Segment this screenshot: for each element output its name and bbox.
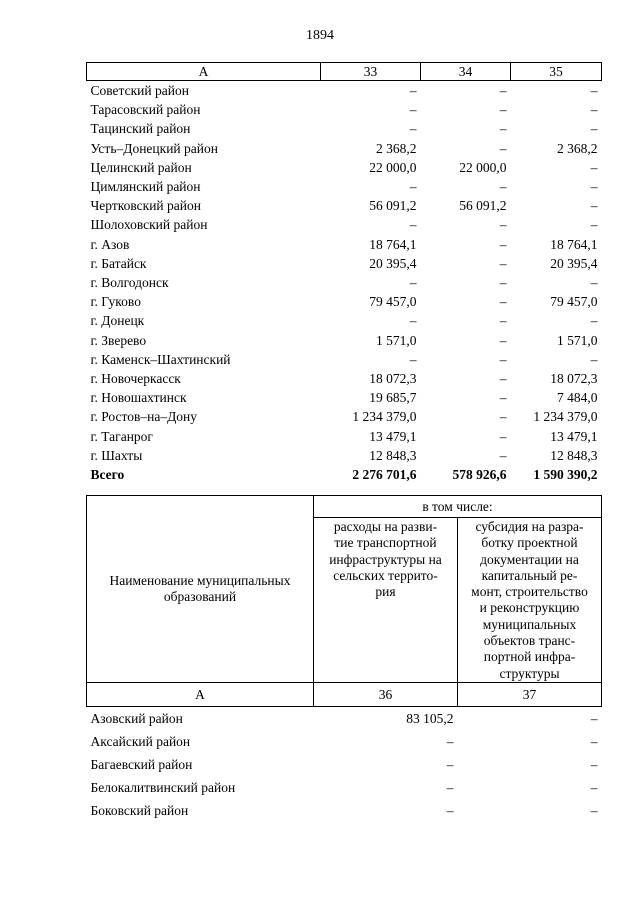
value-col-33: 18 072,3 xyxy=(369,371,417,387)
value-col-34: – xyxy=(499,217,507,233)
table-row xyxy=(87,139,602,158)
value-col-33: – xyxy=(409,102,417,118)
value-col-33: 1 234 379,0 xyxy=(352,409,417,425)
value-col-33: 1 571,0 xyxy=(376,332,417,348)
table-row xyxy=(87,196,602,215)
municipality-name: г. Новошахтинск xyxy=(90,390,187,406)
municipality-name: Белокалитвинский район xyxy=(90,779,236,795)
table-row xyxy=(87,311,602,330)
value-col-36: – xyxy=(446,779,454,795)
value-col-35: 20 395,4 xyxy=(550,255,598,271)
value-col-36: – xyxy=(446,733,454,749)
municipality-name: Тарасовский район xyxy=(90,102,201,118)
table-row xyxy=(87,254,602,273)
value-col-33: – xyxy=(409,179,417,195)
header-col-35: 35 xyxy=(511,63,602,81)
municipality-name: Целинский район xyxy=(90,159,192,175)
municipality-name: Цимлянский район xyxy=(90,179,201,195)
value-col-33: 79 457,0 xyxy=(369,294,417,310)
table-row xyxy=(87,350,602,369)
value-col-36: – xyxy=(446,756,454,772)
table-row xyxy=(87,427,602,446)
value-col-33: 19 685,7 xyxy=(369,390,417,406)
value-col-35: – xyxy=(590,217,598,233)
value-col-34: – xyxy=(499,140,507,156)
table-row xyxy=(87,119,602,138)
table-row xyxy=(87,446,602,465)
header-line: ботку проектной xyxy=(481,535,578,551)
value-col-35: – xyxy=(590,179,598,195)
value-col-34: – xyxy=(499,428,507,444)
table-row xyxy=(87,331,602,350)
value-col-35: – xyxy=(590,83,598,98)
budget-table-part2 xyxy=(86,495,602,822)
value-col-34: – xyxy=(499,102,507,118)
value-col-33: 22 000,0 xyxy=(369,159,417,175)
value-col-37: – xyxy=(590,802,598,818)
municipality-name: г. Батайск xyxy=(90,255,147,271)
total-row xyxy=(87,465,602,484)
index-col-a: А xyxy=(87,682,314,706)
value-col-34: – xyxy=(499,409,507,425)
value-col-34: – xyxy=(499,371,507,387)
header-line: портной инфра- xyxy=(483,649,576,665)
value-col-35: 18 072,3 xyxy=(550,371,598,387)
header-line: рия xyxy=(375,584,396,600)
municipality-name: г. Донецк xyxy=(90,313,145,329)
municipality-name: г. Каменск–Шахтинский xyxy=(90,351,231,367)
table-row xyxy=(87,292,602,311)
total-col-33: 2 276 701,6 xyxy=(352,467,417,483)
table-row xyxy=(87,407,602,426)
municipality-name: г. Азов xyxy=(90,236,130,252)
value-col-34: – xyxy=(499,83,507,98)
value-col-36: 83 105,2 xyxy=(406,710,454,726)
header-line: структуры xyxy=(499,665,560,681)
municipality-name: Советский район xyxy=(90,83,189,98)
value-col-33: 20 395,4 xyxy=(369,255,417,271)
header-line: муниципальных xyxy=(482,616,577,632)
table-row xyxy=(87,730,602,753)
value-col-34: – xyxy=(499,447,507,463)
value-col-35: 7 484,0 xyxy=(557,390,598,406)
value-col-35: 18 764,1 xyxy=(550,236,598,252)
table1-header-row xyxy=(87,63,602,81)
value-col-34: – xyxy=(499,351,507,367)
value-col-34: – xyxy=(499,332,507,348)
including-header: в том числе: xyxy=(314,496,602,518)
value-col-34: – xyxy=(499,294,507,310)
municipality-name-header: Наименование муниципальных образований xyxy=(87,496,314,683)
value-col-34: – xyxy=(499,121,507,137)
header-line: капитальный ре- xyxy=(481,567,578,583)
table-row xyxy=(87,100,602,119)
table-row xyxy=(87,706,602,730)
value-col-33: – xyxy=(409,83,417,98)
total-label: Всего xyxy=(90,467,125,483)
header-line: тие транспортной xyxy=(334,535,437,551)
value-col-34: – xyxy=(499,390,507,406)
value-col-33: 18 764,1 xyxy=(369,236,417,252)
table-row xyxy=(87,158,602,177)
table-row xyxy=(87,753,602,776)
value-col-35: 13 479,1 xyxy=(550,428,598,444)
value-col-37: – xyxy=(590,710,598,726)
header-line: и реконструкцию xyxy=(479,600,580,616)
municipality-name: Шолоховский район xyxy=(90,217,208,233)
municipality-name: Аксайский район xyxy=(90,733,191,749)
value-col-33: 13 479,1 xyxy=(369,428,417,444)
municipality-name: г. Гуково xyxy=(90,294,141,310)
table-row xyxy=(87,215,602,234)
value-col-34: 22 000,0 xyxy=(459,159,507,175)
header-col-a: А xyxy=(87,63,321,81)
municipality-name: г. Таганрог xyxy=(90,428,153,444)
value-col-34: – xyxy=(499,255,507,271)
municipality-name: г. Волгодонск xyxy=(90,275,169,291)
header-line: монт, строительство xyxy=(471,584,588,600)
value-col-34: – xyxy=(499,179,507,195)
value-col-36: – xyxy=(446,802,454,818)
value-col-33: – xyxy=(409,121,417,137)
header-line: объектов транс- xyxy=(483,633,576,649)
municipality-name: г. Новочеркасск xyxy=(90,371,181,387)
value-col-33: 56 091,2 xyxy=(369,198,417,214)
value-col-35: – xyxy=(590,102,598,118)
table-row xyxy=(87,776,602,799)
municipality-name: г. Ростов–на–Дону xyxy=(90,409,198,425)
value-col-34: – xyxy=(499,236,507,252)
value-col-35: – xyxy=(590,351,598,367)
value-col-35: – xyxy=(590,313,598,329)
value-col-33: – xyxy=(409,351,417,367)
header-line: расходы на разви- xyxy=(333,519,438,534)
value-col-35: 12 848,3 xyxy=(550,447,598,463)
municipality-name: Багаевский район xyxy=(90,756,193,772)
value-col-33: – xyxy=(409,217,417,233)
municipality-name: Боковский район xyxy=(90,802,189,818)
value-col-34: 56 091,2 xyxy=(459,198,507,214)
header-line: инфраструктуры на xyxy=(329,551,442,567)
header-col-34: 34 xyxy=(421,63,511,81)
table-row xyxy=(87,81,602,101)
col36-description xyxy=(314,518,458,683)
value-col-37: – xyxy=(590,733,598,749)
col37-description xyxy=(458,518,602,683)
value-col-34: – xyxy=(499,275,507,291)
municipality-name: Усть–Донецкий район xyxy=(90,140,218,156)
value-col-33: – xyxy=(409,313,417,329)
municipality-name: г. Шахты xyxy=(90,447,143,463)
header-line: документации на xyxy=(480,551,579,567)
header-line: субсидия на разра- xyxy=(475,519,584,534)
municipality-name: Чертковский район xyxy=(90,198,201,214)
table-row xyxy=(87,799,602,822)
table-row xyxy=(87,369,602,388)
header-col-33: 33 xyxy=(321,63,421,81)
value-col-35: 1 571,0 xyxy=(557,332,598,348)
value-col-34: – xyxy=(499,313,507,329)
value-col-37: – xyxy=(590,756,598,772)
municipality-name: Азовский район xyxy=(90,710,183,726)
total-col-34: 578 926,6 xyxy=(452,467,507,483)
value-col-33: 2 368,2 xyxy=(376,140,417,156)
value-col-35: – xyxy=(590,275,598,291)
page-number: 1894 xyxy=(306,28,334,43)
index-col-37: 37 xyxy=(458,682,602,706)
value-col-37: – xyxy=(590,779,598,795)
budget-table-part1 xyxy=(86,62,602,484)
table-row xyxy=(87,235,602,254)
table-row xyxy=(87,388,602,407)
table-row xyxy=(87,177,602,196)
table-row xyxy=(87,273,602,292)
total-col-35: 1 590 390,2 xyxy=(533,467,598,483)
municipality-name: Тацинский район xyxy=(90,121,191,137)
value-col-33: – xyxy=(409,275,417,291)
index-col-36: 36 xyxy=(314,682,458,706)
value-col-35: 1 234 379,0 xyxy=(533,409,598,425)
value-col-35: 79 457,0 xyxy=(550,294,598,310)
value-col-33: 12 848,3 xyxy=(369,447,417,463)
value-col-35: – xyxy=(590,198,598,214)
municipality-name: г. Зверево xyxy=(90,332,147,348)
header-line: сельских террито- xyxy=(333,567,438,583)
value-col-35: 2 368,2 xyxy=(557,140,598,156)
value-col-35: – xyxy=(590,159,598,175)
value-col-35: – xyxy=(590,121,598,137)
